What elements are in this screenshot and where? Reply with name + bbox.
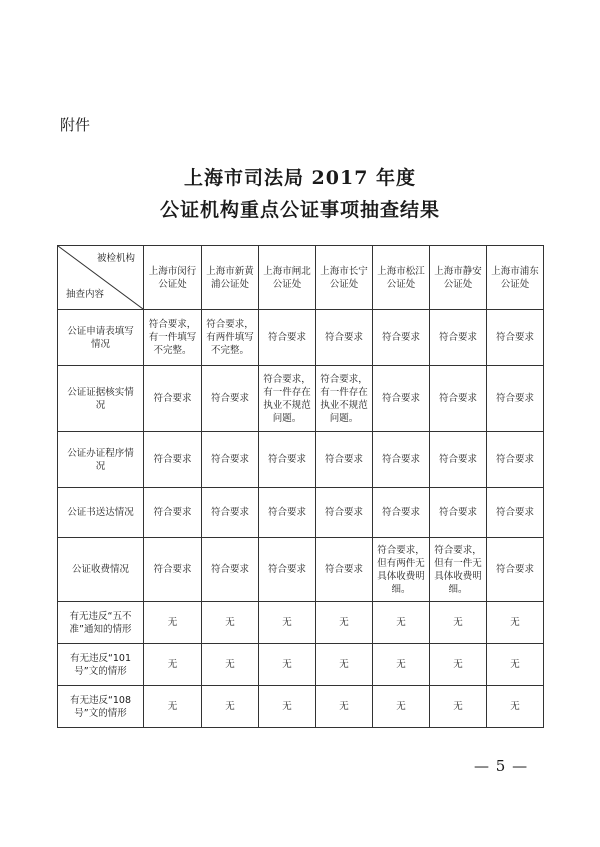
table-cell: 符合要求，但有一件无具体收费明细。 bbox=[430, 538, 487, 602]
table-row bbox=[58, 644, 544, 686]
table-cell: 无 bbox=[259, 644, 316, 686]
table-cell: 无 bbox=[487, 602, 544, 644]
row-label: 公证收费情况 bbox=[58, 538, 144, 602]
table-cell: 无 bbox=[202, 644, 259, 686]
table-cell: 符合要求 bbox=[487, 538, 544, 602]
table-cell: 符合要求 bbox=[144, 488, 202, 538]
table-cell: 无 bbox=[373, 686, 430, 728]
table-cell: 符合要求，有一件填写不完整。 bbox=[144, 310, 202, 366]
table-row bbox=[58, 686, 544, 728]
column-header: 上海市闸北公证处 bbox=[259, 246, 316, 310]
table-cell: 符合要求 bbox=[144, 538, 202, 602]
attachment-label: 附件 bbox=[60, 116, 91, 134]
corner-top-label: 被检机构 bbox=[96, 253, 135, 264]
table-cell: 符合要求，有一件存在执业不规范问题。 bbox=[259, 366, 316, 432]
table-cell: 符合要求 bbox=[487, 488, 544, 538]
table-cell: 符合要求 bbox=[144, 366, 202, 432]
table-row bbox=[58, 602, 544, 644]
table-cell: 符合要求 bbox=[487, 310, 544, 366]
table-header-row bbox=[58, 246, 544, 310]
column-header: 上海市闵行公证处 bbox=[144, 246, 202, 310]
corner-header-cell bbox=[58, 246, 144, 310]
table-cell: 无 bbox=[259, 686, 316, 728]
table-cell: 符合要求 bbox=[430, 310, 487, 366]
row-label: 公证办证程序情况 bbox=[58, 432, 144, 488]
page-number: — 5 — bbox=[474, 757, 529, 775]
corner-bottom-label: 抽查内容 bbox=[66, 289, 105, 300]
table-cell: 符合要求 bbox=[487, 366, 544, 432]
table-cell: 无 bbox=[430, 644, 487, 686]
column-header: 上海市新黄浦公证处 bbox=[202, 246, 259, 310]
table-row bbox=[58, 366, 544, 432]
column-header: 上海市长宁公证处 bbox=[316, 246, 373, 310]
column-header: 上海市静安公证处 bbox=[430, 246, 487, 310]
table-cell: 无 bbox=[430, 602, 487, 644]
table-cell: 符合要求 bbox=[259, 310, 316, 366]
table-cell: 符合要求 bbox=[316, 432, 373, 488]
row-label: 有无违反“101号”文的情形 bbox=[58, 644, 144, 686]
table-cell: 符合要求 bbox=[316, 310, 373, 366]
table-cell: 符合要求 bbox=[202, 432, 259, 488]
table-cell: 无 bbox=[259, 602, 316, 644]
table-cell: 符合要求，有两件填写不完整。 bbox=[202, 310, 259, 366]
table-cell: 无 bbox=[373, 602, 430, 644]
table-cell: 无 bbox=[316, 644, 373, 686]
table-cell: 无 bbox=[316, 686, 373, 728]
document-title-line1: 上海市司法局 2017 年度 bbox=[183, 167, 417, 189]
table-cell: 无 bbox=[373, 644, 430, 686]
table-cell: 符合要求 bbox=[259, 432, 316, 488]
inspection-results-table bbox=[57, 245, 544, 728]
table-cell: 符合要求 bbox=[430, 366, 487, 432]
table-cell: 无 bbox=[316, 602, 373, 644]
table-cell: 无 bbox=[487, 686, 544, 728]
table-cell: 符合要求 bbox=[487, 432, 544, 488]
column-header: 上海市浦东公证处 bbox=[487, 246, 544, 310]
table-cell: 符合要求 bbox=[373, 432, 430, 488]
table-cell: 符合要求 bbox=[259, 488, 316, 538]
table-cell: 符合要求 bbox=[430, 488, 487, 538]
table-row bbox=[58, 310, 544, 366]
table-cell: 无 bbox=[202, 686, 259, 728]
table-cell: 符合要求 bbox=[373, 366, 430, 432]
row-label: 有无违反“五不准”通知的情形 bbox=[58, 602, 144, 644]
table-cell: 无 bbox=[144, 686, 202, 728]
document-title-line2: 公证机构重点公证事项抽查结果 bbox=[159, 199, 440, 221]
table-cell: 符合要求 bbox=[202, 538, 259, 602]
row-label: 公证书送达情况 bbox=[58, 488, 144, 538]
table-row bbox=[58, 488, 544, 538]
table-cell: 符合要求 bbox=[259, 538, 316, 602]
table-cell: 符合要求 bbox=[316, 538, 373, 602]
table-cell: 无 bbox=[144, 644, 202, 686]
table-cell: 符合要求，但有两件无具体收费明细。 bbox=[373, 538, 430, 602]
table-cell: 符合要求 bbox=[430, 432, 487, 488]
table-cell: 无 bbox=[144, 602, 202, 644]
table-cell: 符合要求 bbox=[144, 432, 202, 488]
table-cell: 无 bbox=[487, 644, 544, 686]
row-label: 公证证据核实情况 bbox=[58, 366, 144, 432]
column-header: 上海市松江公证处 bbox=[373, 246, 430, 310]
row-label: 有无违反“108号”文的情形 bbox=[58, 686, 144, 728]
table-cell: 符合要求 bbox=[373, 488, 430, 538]
table-cell: 符合要求 bbox=[202, 488, 259, 538]
table-row bbox=[58, 432, 544, 488]
table-cell: 符合要求 bbox=[316, 488, 373, 538]
table-cell: 符合要求 bbox=[373, 310, 430, 366]
table-cell: 无 bbox=[430, 686, 487, 728]
table-cell: 符合要求 bbox=[202, 366, 259, 432]
table-row bbox=[58, 538, 544, 602]
table-cell: 无 bbox=[202, 602, 259, 644]
row-label: 公证申请表填写情况 bbox=[58, 310, 144, 366]
table-cell: 符合要求，有一件存在执业不规范问题。 bbox=[316, 366, 373, 432]
